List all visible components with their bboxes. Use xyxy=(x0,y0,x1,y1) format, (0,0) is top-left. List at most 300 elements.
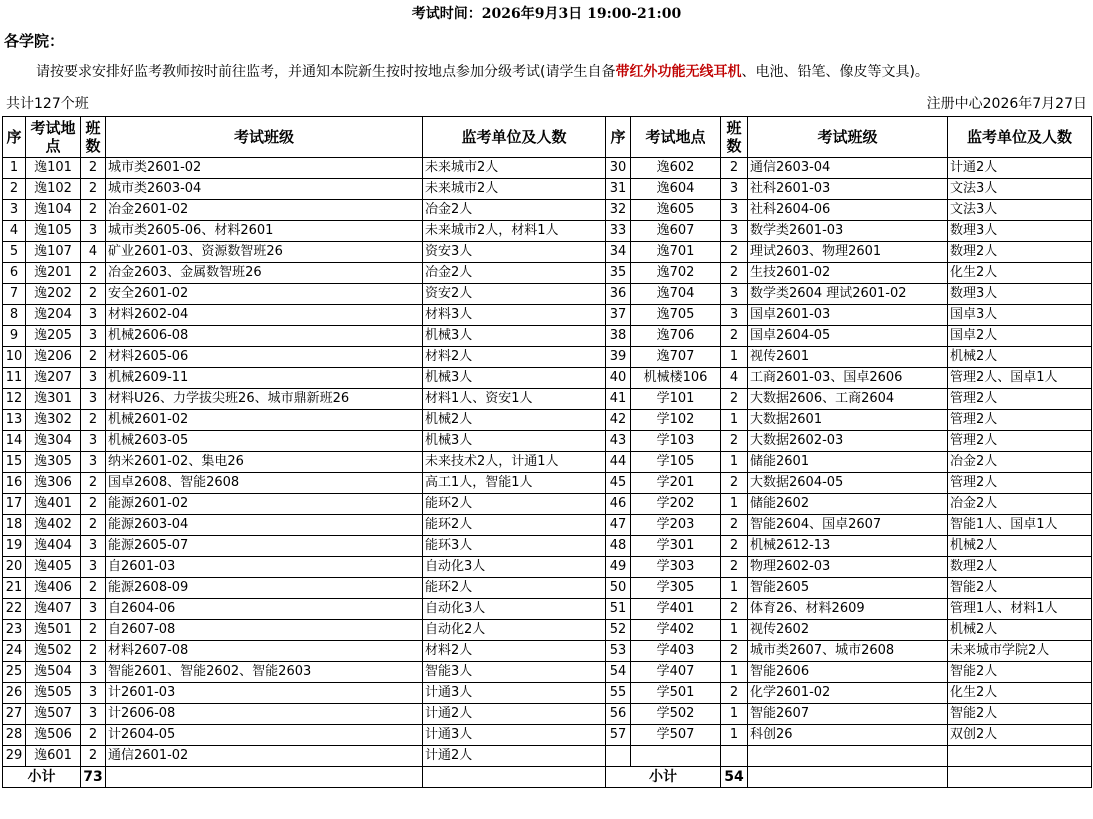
cell-classes: 机械2609-11 xyxy=(106,368,423,389)
cell-proctor: 文法3人 xyxy=(948,179,1092,200)
cell-count: 3 xyxy=(81,305,106,326)
cell-proctor: 机械3人 xyxy=(423,368,606,389)
cell-seq: 2 xyxy=(3,179,26,200)
cell-proctor: 计通3人 xyxy=(423,683,606,704)
cell-seq: 20 xyxy=(3,557,26,578)
cell-proctor: 材料2人 xyxy=(423,641,606,662)
cell-location: 逸101 xyxy=(26,158,81,179)
cell-count: 3 xyxy=(721,221,748,242)
cell-count: 2 xyxy=(81,578,106,599)
table-row xyxy=(3,515,1092,536)
cell-classes: 国卓2608、智能2608 xyxy=(106,473,423,494)
cell-count: 1 xyxy=(721,704,748,725)
cell-count: 2 xyxy=(81,725,106,746)
table-row xyxy=(3,263,1092,284)
cell-seq: 46 xyxy=(606,494,631,515)
cell-proctor: 智能2人 xyxy=(948,662,1092,683)
cell-seq: 54 xyxy=(606,662,631,683)
cell-seq: 33 xyxy=(606,221,631,242)
cell-classes: 材料2607-08 xyxy=(106,641,423,662)
cell-location: 逸407 xyxy=(26,599,81,620)
table-row xyxy=(3,158,1092,179)
cell-location: 逸105 xyxy=(26,221,81,242)
cell-classes: 国卓2601-03 xyxy=(748,305,948,326)
cell-proctor: 国卓2人 xyxy=(948,326,1092,347)
table-row xyxy=(3,179,1092,200)
cell-proctor: 材料1人、资安1人 xyxy=(423,389,606,410)
cell-seq: 21 xyxy=(3,578,26,599)
cell-proctor: 冶金2人 xyxy=(948,494,1092,515)
cell-count: 3 xyxy=(81,557,106,578)
cell-proctor: 国卓3人 xyxy=(948,305,1092,326)
cell-classes: 大数据2601 xyxy=(748,410,948,431)
cell-classes: 理试2603、物理2601 xyxy=(748,242,948,263)
cell-classes: 视传2601 xyxy=(748,347,948,368)
table-row xyxy=(3,494,1092,515)
col-classes-left: 考试班级 xyxy=(106,117,423,158)
cell-proctor: 未来城市2人 xyxy=(423,179,606,200)
table-row xyxy=(3,578,1092,599)
cell-count: 1 xyxy=(721,620,748,641)
cell-proctor: 管理2人 xyxy=(948,431,1092,452)
cell-proctor: 机械2人 xyxy=(948,620,1092,641)
cell-count: 2 xyxy=(81,515,106,536)
cell-count: 3 xyxy=(81,368,106,389)
cell-count: 2 xyxy=(721,326,748,347)
cell-classes: 自2607-08 xyxy=(106,620,423,641)
cell-seq: 53 xyxy=(606,641,631,662)
cell-count: 1 xyxy=(721,578,748,599)
cell-seq: 22 xyxy=(3,599,26,620)
cell-count: 2 xyxy=(721,599,748,620)
cell-location: 逸305 xyxy=(26,452,81,473)
cell-proctor: 能环2人 xyxy=(423,578,606,599)
cell-location: 逸204 xyxy=(26,305,81,326)
subtotal-value-left: 73 xyxy=(81,767,106,788)
cell-count: 2 xyxy=(721,536,748,557)
cell-count: 3 xyxy=(81,599,106,620)
cell-classes: 计2606-08 xyxy=(106,704,423,725)
cell-seq: 10 xyxy=(3,347,26,368)
cell-location: 逸706 xyxy=(631,326,721,347)
cell-location: 逸604 xyxy=(631,179,721,200)
cell-classes: 物理2602-03 xyxy=(748,557,948,578)
cell-seq: 3 xyxy=(3,200,26,221)
cell-location: 逸702 xyxy=(631,263,721,284)
cell-proctor: 自动化3人 xyxy=(423,557,606,578)
cell-seq: 13 xyxy=(3,410,26,431)
cell-count: 2 xyxy=(721,683,748,704)
cell-location: 逸405 xyxy=(26,557,81,578)
table-row xyxy=(3,347,1092,368)
cell-classes: 工商2601-03、国卓2606 xyxy=(748,368,948,389)
subtotal-row xyxy=(3,767,1092,788)
cell-seq: 1 xyxy=(3,158,26,179)
cell-classes: 生技2601-02 xyxy=(748,263,948,284)
cell-count: 2 xyxy=(81,347,106,368)
cell-location: 逸102 xyxy=(26,179,81,200)
cell-seq: 15 xyxy=(3,452,26,473)
cell-count: 2 xyxy=(81,641,106,662)
addressee: 各学院： xyxy=(4,32,65,50)
col-location-left: 考试地点 xyxy=(26,117,81,158)
cell-location: 逸605 xyxy=(631,200,721,221)
cell-location: 逸502 xyxy=(26,641,81,662)
cell-count: 1 xyxy=(721,410,748,431)
cell-count: 3 xyxy=(81,452,106,473)
cell-seq: 55 xyxy=(606,683,631,704)
cell-count: 2 xyxy=(81,620,106,641)
cell-location: 学202 xyxy=(631,494,721,515)
cell-seq: 6 xyxy=(3,263,26,284)
table-row xyxy=(3,746,1092,767)
cell-proctor: 机械3人 xyxy=(423,326,606,347)
cell-count: 3 xyxy=(721,284,748,305)
table-row xyxy=(3,641,1092,662)
cell-proctor: 智能2人 xyxy=(948,578,1092,599)
cell-count: 3 xyxy=(81,683,106,704)
cell-count: 3 xyxy=(721,179,748,200)
cell-location: 学407 xyxy=(631,662,721,683)
cell-count: 2 xyxy=(721,557,748,578)
cell-proctor: 数理2人 xyxy=(948,242,1092,263)
cell-seq: 52 xyxy=(606,620,631,641)
table-row xyxy=(3,242,1092,263)
cell-classes: 智能2601、智能2602、智能2603 xyxy=(106,662,423,683)
cell-location: 学403 xyxy=(631,641,721,662)
cell-count: 2 xyxy=(721,242,748,263)
cell-count: 3 xyxy=(81,389,106,410)
schedule-table xyxy=(2,116,1092,788)
cell-location: 逸506 xyxy=(26,725,81,746)
cell-seq: 31 xyxy=(606,179,631,200)
cell-count: 2 xyxy=(81,158,106,179)
cell-classes: 纳米2601-02、集电26 xyxy=(106,452,423,473)
table-row xyxy=(3,431,1092,452)
cell-location: 逸504 xyxy=(26,662,81,683)
cell-proctor: 机械2人 xyxy=(948,347,1092,368)
cell-count: 3 xyxy=(721,305,748,326)
cell-proctor: 计通3人 xyxy=(423,725,606,746)
cell-seq: 28 xyxy=(3,725,26,746)
cell-classes: 国卓2604-05 xyxy=(748,326,948,347)
cell-proctor: 文法3人 xyxy=(948,200,1092,221)
cell-seq: 29 xyxy=(3,746,26,767)
cell-seq: 27 xyxy=(3,704,26,725)
table-row xyxy=(3,326,1092,347)
cell-count: 2 xyxy=(721,431,748,452)
cell-location: 逸202 xyxy=(26,284,81,305)
table-row xyxy=(3,557,1092,578)
cell-proctor: 管理2人 xyxy=(948,410,1092,431)
cell-seq: 48 xyxy=(606,536,631,557)
cell-location: 学201 xyxy=(631,473,721,494)
cell-seq: 26 xyxy=(3,683,26,704)
cell-proctor: 管理1人、材料1人 xyxy=(948,599,1092,620)
cell-seq: 38 xyxy=(606,326,631,347)
cell-classes: 机械2612-13 xyxy=(748,536,948,557)
cell-proctor: 计通2人 xyxy=(423,746,606,767)
cell-proctor: 能环2人 xyxy=(423,515,606,536)
cell-proctor: 双创2人 xyxy=(948,725,1092,746)
cell-count xyxy=(721,746,748,767)
notice-highlight: 带红外功能无线耳机 xyxy=(615,64,742,80)
cell-seq: 14 xyxy=(3,431,26,452)
cell-count: 2 xyxy=(81,200,106,221)
cell-seq: 24 xyxy=(3,641,26,662)
cell-count: 3 xyxy=(81,326,106,347)
col-count-left: 班数 xyxy=(81,117,106,158)
cell-classes: 计2601-03 xyxy=(106,683,423,704)
cell-proctor: 数理2人 xyxy=(948,557,1092,578)
cell-classes: 智能2606 xyxy=(748,662,948,683)
cell-seq: 40 xyxy=(606,368,631,389)
cell-classes: 科创26 xyxy=(748,725,948,746)
cell-classes: 视传2602 xyxy=(748,620,948,641)
cell-classes: 能源2601-02 xyxy=(106,494,423,515)
cell-classes: 材料U26、力学拔尖班26、城市鼎新班26 xyxy=(106,389,423,410)
cell-location: 逸602 xyxy=(631,158,721,179)
cell-proctor: 冶金2人 xyxy=(423,263,606,284)
cell-seq: 19 xyxy=(3,536,26,557)
cell-proctor: 未来城市学院2人 xyxy=(948,641,1092,662)
cell-location: 逸302 xyxy=(26,410,81,431)
cell-location: 学501 xyxy=(631,683,721,704)
cell-classes: 智能2605 xyxy=(748,578,948,599)
cell-classes: 安全2601-02 xyxy=(106,284,423,305)
cell-count: 2 xyxy=(81,746,106,767)
cell-location: 逸304 xyxy=(26,431,81,452)
table-row xyxy=(3,452,1092,473)
col-count-right: 班数 xyxy=(721,117,748,158)
cell-count: 2 xyxy=(721,641,748,662)
cell-count: 2 xyxy=(721,263,748,284)
cell-location: 逸406 xyxy=(26,578,81,599)
cell-location: 逸206 xyxy=(26,347,81,368)
cell-classes: 材料2605-06 xyxy=(106,347,423,368)
cell-count: 2 xyxy=(81,410,106,431)
cell-classes: 材料2602-04 xyxy=(106,305,423,326)
cell-location: 学305 xyxy=(631,578,721,599)
cell-seq: 35 xyxy=(606,263,631,284)
cell-seq: 36 xyxy=(606,284,631,305)
cell-classes: 自2601-03 xyxy=(106,557,423,578)
notice-text xyxy=(36,61,929,81)
cell-count: 2 xyxy=(721,158,748,179)
cell-seq: 32 xyxy=(606,200,631,221)
col-proctor-left: 监考单位及人数 xyxy=(423,117,606,158)
cell-proctor: 数理3人 xyxy=(948,221,1092,242)
cell-proctor: 管理2人、国卓1人 xyxy=(948,368,1092,389)
cell-classes: 自2604-06 xyxy=(106,599,423,620)
cell-seq: 34 xyxy=(606,242,631,263)
cell-classes: 城市类2601-02 xyxy=(106,158,423,179)
cell-seq: 41 xyxy=(606,389,631,410)
col-seq-left: 序 xyxy=(3,117,26,158)
cell-seq: 16 xyxy=(3,473,26,494)
cell-location: 逸301 xyxy=(26,389,81,410)
cell-classes: 数学类2604 理试2601-02 xyxy=(748,284,948,305)
cell-classes: 机械2601-02 xyxy=(106,410,423,431)
cell-proctor: 冶金2人 xyxy=(423,200,606,221)
cell-count: 3 xyxy=(81,704,106,725)
cell-location: 逸107 xyxy=(26,242,81,263)
cell-count: 2 xyxy=(81,473,106,494)
subtotal-empty xyxy=(948,767,1092,788)
cell-count: 3 xyxy=(721,200,748,221)
cell-location: 学502 xyxy=(631,704,721,725)
cell-proctor: 化生2人 xyxy=(948,263,1092,284)
cell-location: 学507 xyxy=(631,725,721,746)
cell-classes: 化学2601-02 xyxy=(748,683,948,704)
cell-proctor: 化生2人 xyxy=(948,683,1092,704)
table-row xyxy=(3,620,1092,641)
col-proctor-right: 监考单位及人数 xyxy=(948,117,1092,158)
cell-location: 学301 xyxy=(631,536,721,557)
cell-seq: 37 xyxy=(606,305,631,326)
cell-proctor: 计通2人 xyxy=(423,704,606,725)
cell-classes: 机械2606-08 xyxy=(106,326,423,347)
notice-after: 、电池、铅笔、像皮等文具)。 xyxy=(741,64,929,80)
cell-location: 逸707 xyxy=(631,347,721,368)
cell-location: 学401 xyxy=(631,599,721,620)
cell-classes: 大数据2606、工商2604 xyxy=(748,389,948,410)
cell-classes: 通信2603-04 xyxy=(748,158,948,179)
cell-count: 2 xyxy=(81,494,106,515)
table-row xyxy=(3,704,1092,725)
cell-classes: 大数据2604-05 xyxy=(748,473,948,494)
cell-location: 逸507 xyxy=(26,704,81,725)
issuer-date: 注册中心2026年7月27日 xyxy=(926,96,1087,112)
table-row xyxy=(3,410,1092,431)
cell-classes: 智能2607 xyxy=(748,704,948,725)
cell-count: 2 xyxy=(721,389,748,410)
cell-location: 逸207 xyxy=(26,368,81,389)
cell-count: 1 xyxy=(721,494,748,515)
cell-location: 逸306 xyxy=(26,473,81,494)
cell-classes: 城市类2605-06、材料2601 xyxy=(106,221,423,242)
cell-classes xyxy=(748,746,948,767)
cell-count: 3 xyxy=(81,431,106,452)
table-row xyxy=(3,536,1092,557)
cell-seq: 12 xyxy=(3,389,26,410)
cell-proctor: 材料3人 xyxy=(423,305,606,326)
cell-seq xyxy=(606,746,631,767)
cell-location: 逸104 xyxy=(26,200,81,221)
cell-proctor: 自动化3人 xyxy=(423,599,606,620)
cell-count: 4 xyxy=(81,242,106,263)
table-row xyxy=(3,683,1092,704)
cell-proctor: 智能2人 xyxy=(948,704,1092,725)
table-row xyxy=(3,305,1092,326)
cell-seq: 42 xyxy=(606,410,631,431)
cell-proctor: 未来城市2人，材料1人 xyxy=(423,221,606,242)
cell-seq: 43 xyxy=(606,431,631,452)
table-row xyxy=(3,200,1092,221)
cell-location: 学102 xyxy=(631,410,721,431)
cell-location: 逸404 xyxy=(26,536,81,557)
cell-classes: 机械2603-05 xyxy=(106,431,423,452)
cell-seq: 11 xyxy=(3,368,26,389)
cell-location: 学103 xyxy=(631,431,721,452)
notice-before: 请按要求安排好监考教师按时前往监考，并通知本院新生按时按地点参加分级考试(请学生自备 xyxy=(36,64,616,80)
cell-proctor: 管理2人 xyxy=(948,473,1092,494)
cell-seq: 49 xyxy=(606,557,631,578)
cell-seq: 57 xyxy=(606,725,631,746)
cell-proctor: 机械3人 xyxy=(423,431,606,452)
col-classes-right: 考试班级 xyxy=(748,117,948,158)
cell-seq: 17 xyxy=(3,494,26,515)
cell-classes: 矿业2601-03、资源数智班26 xyxy=(106,242,423,263)
table-row xyxy=(3,662,1092,683)
cell-seq: 9 xyxy=(3,326,26,347)
cell-count: 1 xyxy=(721,725,748,746)
cell-seq: 39 xyxy=(606,347,631,368)
table-row xyxy=(3,473,1092,494)
cell-proctor: 资安3人 xyxy=(423,242,606,263)
table-row xyxy=(3,599,1092,620)
cell-classes: 计2604-05 xyxy=(106,725,423,746)
subtotal-empty xyxy=(748,767,948,788)
cell-proctor: 未来技术2人，计通1人 xyxy=(423,452,606,473)
subtotal-label-right: 小计 xyxy=(606,767,721,788)
cell-proctor: 能环2人 xyxy=(423,494,606,515)
cell-proctor: 机械2人 xyxy=(423,410,606,431)
table-row xyxy=(3,221,1092,242)
cell-location: 逸401 xyxy=(26,494,81,515)
cell-seq: 4 xyxy=(3,221,26,242)
subtotal-empty xyxy=(106,767,423,788)
cell-classes: 通信2601-02 xyxy=(106,746,423,767)
table-row xyxy=(3,284,1092,305)
cell-count: 3 xyxy=(81,221,106,242)
cell-proctor: 高工1人，智能1人 xyxy=(423,473,606,494)
cell-proctor: 智能3人 xyxy=(423,662,606,683)
cell-seq: 50 xyxy=(606,578,631,599)
cell-location: 学105 xyxy=(631,452,721,473)
cell-location: 学203 xyxy=(631,515,721,536)
cell-seq: 23 xyxy=(3,620,26,641)
cell-classes: 能源2603-04 xyxy=(106,515,423,536)
cell-classes: 储能2602 xyxy=(748,494,948,515)
cell-classes: 数学类2601-03 xyxy=(748,221,948,242)
cell-location: 学303 xyxy=(631,557,721,578)
cell-count: 1 xyxy=(721,452,748,473)
cell-seq: 8 xyxy=(3,305,26,326)
table-row xyxy=(3,725,1092,746)
cell-count: 2 xyxy=(721,473,748,494)
cell-count: 2 xyxy=(721,515,748,536)
subtotal-value-right: 54 xyxy=(721,767,748,788)
cell-count: 1 xyxy=(721,662,748,683)
cell-proctor: 计通2人 xyxy=(948,158,1092,179)
cell-proctor: 资安2人 xyxy=(423,284,606,305)
cell-count: 4 xyxy=(721,368,748,389)
cell-classes: 社科2601-03 xyxy=(748,179,948,200)
cell-classes: 储能2601 xyxy=(748,452,948,473)
cell-location: 学101 xyxy=(631,389,721,410)
cell-location: 学402 xyxy=(631,620,721,641)
cell-classes: 能源2605-07 xyxy=(106,536,423,557)
total-class-count: 共计127个班 xyxy=(6,96,89,112)
cell-seq: 7 xyxy=(3,284,26,305)
cell-count: 3 xyxy=(81,662,106,683)
cell-proctor: 能环3人 xyxy=(423,536,606,557)
cell-seq: 45 xyxy=(606,473,631,494)
cell-seq: 47 xyxy=(606,515,631,536)
cell-seq: 56 xyxy=(606,704,631,725)
cell-proctor: 管理2人 xyxy=(948,389,1092,410)
